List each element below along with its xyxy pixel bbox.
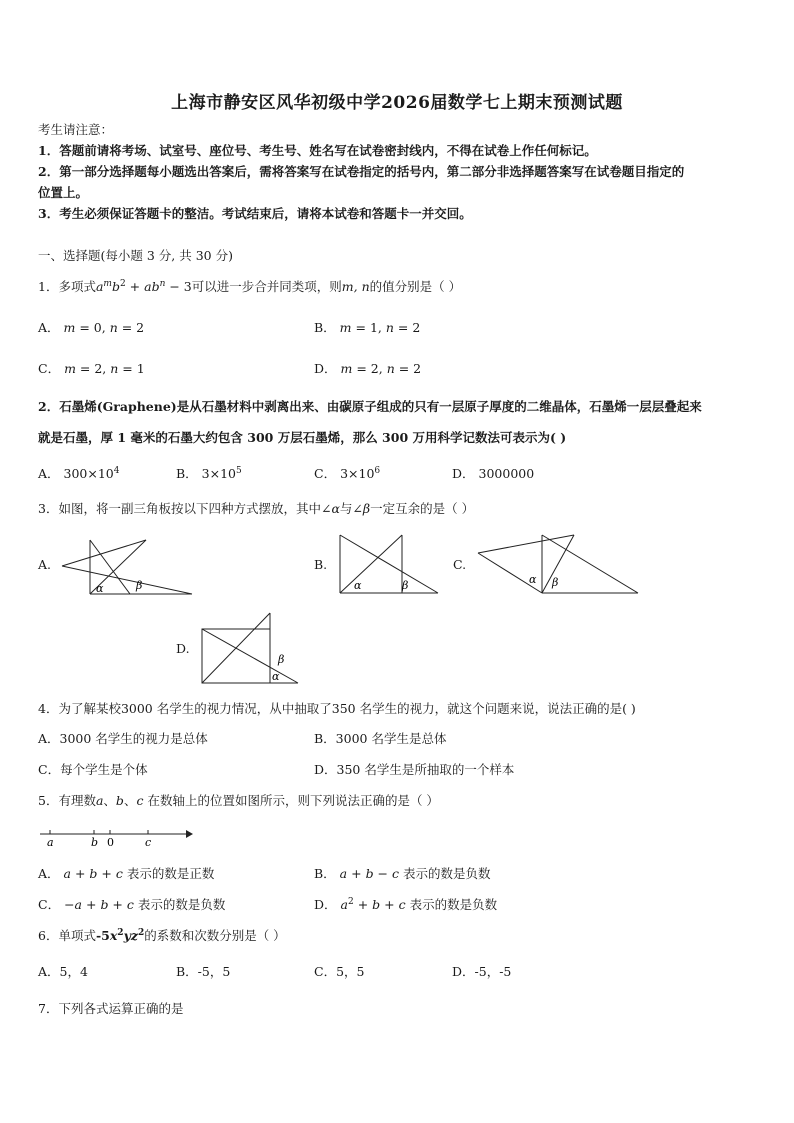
alpha-label: α: [529, 573, 537, 586]
q4-option-b[interactable]: B．3000 名学生是总体: [314, 731, 447, 746]
point-a-label: a: [47, 836, 54, 849]
q4-option-a[interactable]: A．3000 名学生的视力是总体: [38, 731, 208, 746]
q3-label-d: D.: [176, 641, 190, 656]
q1-option-c[interactable]: C． m = 2, n = 1: [38, 361, 145, 376]
q5-option-b[interactable]: B． a + b − c 表示的数是负数: [314, 866, 491, 881]
alpha-label: α: [96, 582, 104, 595]
q4-stem: 4．为了解某校3000 名学生的视力情况，从中抽取了350 名学生的视力，就这个问题来说，说法正确的是( ): [38, 701, 636, 716]
alpha-label: α: [354, 579, 362, 592]
q2-option-a[interactable]: A． $300\times 10^4$: [38, 466, 120, 481]
notice-item-2: 2．第一部分选择题每小题选出答案后，需将答案写在试卷指定的括号内，第二部分非选择题答案写在试卷题目指定的: [38, 164, 685, 179]
q5-option-a[interactable]: A． a + b + c 表示的数是正数: [38, 866, 215, 881]
q2-stem-line2: 就是石墨，厚 1 毫米的石墨大约包含 300 万层石墨烯，那么 300 万用科学记数法可表示为( ): [38, 430, 567, 445]
notice-item-3: 3．考生必须保证答题卡的整洁。考试结束后，请将本试卷和答题卡一并交回。: [38, 206, 472, 221]
q5-stem: 5．有理数a、b、c 在数轴上的位置如图所示，则下列说法正确的是（ ）: [38, 793, 439, 808]
q3-figure-a[interactable]: [60, 538, 196, 600]
q3-figure-c[interactable]: [476, 533, 642, 597]
beta-label: β: [552, 576, 559, 589]
q5-option-d[interactable]: D． $a^2 + b + c$ 表示的数是负数: [314, 897, 498, 912]
q4-option-c[interactable]: C．每个学生是个体: [38, 762, 148, 777]
point-c-label: c: [145, 836, 152, 849]
q6-option-a[interactable]: A．5，4: [38, 964, 88, 979]
q2-option-b[interactable]: B． $3\times 10^5$: [176, 466, 242, 481]
point-b-label: b: [91, 836, 99, 849]
q3-figure-b[interactable]: [336, 533, 442, 597]
q3-figure-d[interactable]: [198, 611, 304, 687]
origin-label: 0: [107, 836, 114, 849]
q6-option-b[interactable]: B．-5，5: [176, 964, 231, 979]
notice-item-2-cont: 位置上。: [38, 185, 89, 200]
q2-option-c[interactable]: C． $3\times 10^6$: [314, 466, 381, 481]
beta-label: β: [136, 579, 143, 592]
notice-heading: 考生请注意：: [38, 122, 114, 137]
q1-option-d[interactable]: D． m = 2, n = 2: [314, 361, 422, 376]
q3-stem: 3．如图，将一副三角板按以下四种方式摆放，其中∠α与∠β一定互余的是（ ）: [38, 501, 475, 516]
q1-polynomial: $a^mb^2 + ab^n - 3$: [95, 279, 192, 294]
q3-label-b: B.: [314, 557, 328, 572]
q3-label-c: C.: [453, 557, 467, 572]
q2-option-d[interactable]: D． 3000000: [452, 466, 535, 481]
notice-item-1: 1．答题前请将考场、试室号、座位号、考生号、姓名写在试卷密封线内，不得在试卷上作任何标记。: [38, 143, 597, 158]
q7-stem: 7．下列各式运算正确的是: [38, 1001, 184, 1016]
section-heading: 一、选择题(每小题 3 分, 共 30 分): [38, 248, 233, 263]
q1-option-b[interactable]: B． m = 1, n = 2: [314, 320, 421, 335]
q5-number-line: [38, 824, 194, 850]
q5-option-c[interactable]: C． −a + b + c 表示的数是负数: [38, 897, 226, 912]
beta-label: β: [278, 653, 285, 666]
q1-stem: 1．多项式$a^mb^2 + ab^n - 3$可以进一步合并同类项，则m, n的值分别是（ ）: [38, 279, 462, 294]
beta-label: β: [402, 579, 409, 592]
q2-stem-line1: 2．石墨烯(Graphene)是从石墨材料中剥离出来、由碳原子组成的只有一层原子厚度的二维晶体，石墨烯一层层叠起来: [38, 399, 702, 414]
q6-option-d[interactable]: D．-5，-5: [452, 964, 512, 979]
q1-option-a[interactable]: A． m = 0, n = 2: [38, 320, 145, 335]
q6-option-c[interactable]: C．5，5: [314, 964, 365, 979]
alpha-label: α: [272, 670, 280, 683]
q6-stem: 6．单项式$-5x^2yz^2$的系数和次数分别是（ ）: [38, 928, 286, 943]
q6-monomial: $-5x^2yz^2$: [95, 928, 145, 943]
page-title: 上海市静安区风华初级中学2026届数学七上期末预测试题: [171, 93, 623, 113]
q3-label-a: A.: [38, 557, 52, 572]
q4-option-d[interactable]: D．350 名学生是所抽取的一个样本: [314, 762, 515, 777]
